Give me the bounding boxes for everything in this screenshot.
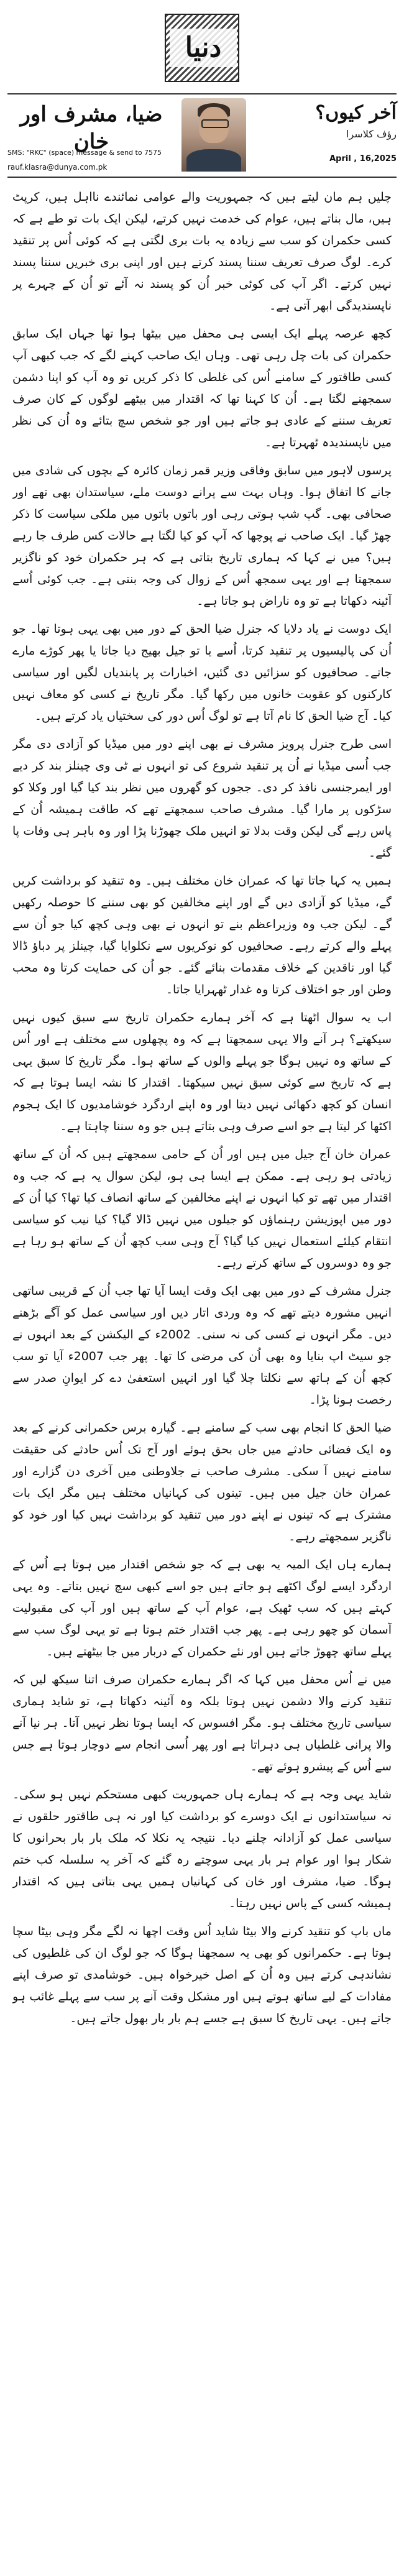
paragraph: میں نے اُس محفل میں کہا کہ اگر ہمارے حکمران صرف اتنا سیکھ لیں کہ تنقید کرنے والا دشمن نہیں ہوتا بلکہ وہ آئینہ دکھاتا ہے، تو شاید ہماری سیاسی تاریخ مختلف ہو۔ مگر افسوس کہ ایسا ہوتا نظر نہیں آتا۔ ہر نیا آنے والا پرانی غلطیاں ہی دہراتا ہے اور پھر اُسی انجام سے دوچار ہوتا ہے جس سے اُس کے پیشرو ہوئے تھے۔ xyxy=(12,1673,392,1773)
author-email: rauf.klasra@dunya.com.pk xyxy=(7,163,108,172)
author-name: رؤف کلاسرا xyxy=(346,128,397,140)
paragraph: اسی طرح جنرل پرویز مشرف نے بھی اپنے دور میں میڈیا کو آزادی دی مگر جب اُسی میڈیا نے اُن پر تنقید شروع کی تو انہوں نے ٹی وی چینلز بند کر دیے اور ایمرجنسی نافذ کر دی۔ ججوں کو گھروں میں نظر بند کیا گیا اور وکلا کو سڑکوں پر مارا گیا۔ مشرف صاحب سمجھتے تھے کہ طاقت ہمیشہ اُن کے پاس رہے گی لیکن وقت بدلا تو انہیں ملک چھوڑنا پڑا اور وہ باہر ہی وفات پا گئے۔ xyxy=(12,737,392,860)
article-body xyxy=(12,186,392,2561)
photo-shirt xyxy=(186,149,241,172)
article-text xyxy=(12,186,392,2030)
paragraph: عمران خان آج جیل میں ہیں اور اُن کے حامی سمجھتے ہیں کہ اُن کے ساتھ زیادتی ہو رہی ہے۔ ممکن ہے ایسا ہی ہو، لیکن سوال یہ ہے کہ جب وہ اقتدار میں تھے تو کیا انہوں نے اپنے مخالفین کے ساتھ انصاف کیا تھا؟ کیا اُن کے دور میں اپوزیشن رہنماؤں کو جیلوں میں نہیں ڈالا گیا؟ کیا نیب کو سیاسی انتقام کیلئے استعمال نہیں کیا گیا؟ آج وہی سب کچھ اُن کے ساتھ ہو رہا ہے جو وہ دوسروں کے ساتھ کرتے رہے۔ xyxy=(12,1148,392,1270)
paragraph: ایک دوست نے یاد دلایا کہ جنرل ضیا الحق کے دور میں بھی یہی ہوتا تھا۔ جو اُن کی پالیسیوں پر تنقید کرتا، اُسے یا تو جیل بھیج دیا جاتا یا پھر کوڑے مارے جاتے۔ صحافیوں کو سزائیں دی گئیں، اخبارات پر پابندیاں لگیں اور سیاسی کارکنوں کو عقوبت خانوں میں رکھا گیا۔ مگر تاریخ نے کسی کو معاف نہیں کیا۔ آج ضیا الحق کا نام آتا ہے تو لوگ اُس دور کی سختیاں یاد کرتے ہیں۔ xyxy=(12,622,392,723)
paragraph: پرسوں لاہور میں سابق وفاقی وزیر قمر زمان کائرہ کے بچوں کی شادی میں جانے کا اتفاق ہوا۔ وہاں بہت سے پرانے دوست ملے، سیاستدان بھی تھے اور صحافی بھی۔ گپ شپ ہوتی رہی اور باتوں باتوں میں ملکی سیاست کا ذکر چھڑ گیا۔ ایک صاحب نے پوچھا کہ آپ کو کیا لگتا ہے حالات کس طرف جا رہے ہیں؟ میں نے کہا کہ ہماری تاریخ بتاتی ہے کہ ہر حکمران خود کو ناگزیر سمجھتا ہے اور یہی سمجھ اُس کے زوال کی وجہ بنتی ہے۔ جب کوئی اُسے آئینہ دکھاتا ہے تو وہ ناراض ہو جاتا ہے۔ xyxy=(12,464,392,608)
newspaper-logo xyxy=(165,14,239,82)
paragraph: کچھ عرصہ پہلے ایک ایسی ہی محفل میں بیٹھا ہوا تھا جہاں ایک سابق حکمران کی بات چل رہی تھی۔ وہاں ایک صاحب کہنے لگے کہ جب کبھی آپ کسی طاقتور کے سامنے اُس کی غلطی کا ذکر کریں تو وہ آپ کو اپنا دشمن سمجھنے لگتا ہے۔ اُن کا کہنا تھا کہ اقتدار میں بیٹھے لوگوں کے کان صرف تعریف سننے کے عادی ہو جاتے ہیں اور جو شخص سچ بتائے وہ اُن کی نظر میں ناپسندیدہ ٹھہرتا ہے۔ xyxy=(12,327,392,449)
publish-date: April , 16,2025 xyxy=(329,154,397,163)
paragraph: شاید یہی وجہ ہے کہ ہمارے ہاں جمہوریت کبھی مستحکم نہیں ہو سکی۔ نہ سیاستدانوں نے ایک دوسرے کو برداشت کیا اور نہ ہی طاقتور حلقوں نے سیاسی عمل کو آزادانہ چلنے دیا۔ نتیجہ یہ نکلا کہ ملک بار بار بحرانوں کا شکار ہوا اور عوام ہر بار یہی سوچتے رہ گئے کہ آخر یہ سلسلہ کب ختم ہوگا۔ ضیا، مشرف اور خان کی کہانیاں ہمیں یہی بتاتی ہیں کہ اقتدار ہمیشہ کسی کے پاس نہیں رہتا۔ xyxy=(12,1788,392,1910)
article-title: ضیا، مشرف اور خان xyxy=(20,102,163,154)
paragraph: ہمارے ہاں ایک المیہ یہ بھی ہے کہ جو شخص اقتدار میں ہوتا ہے اُس کے اردگرد ایسے لوگ اکٹھے ہو جاتے ہیں جو اسے کبھی سچ نہیں بتاتے۔ وہ یہی کہتے ہیں کہ سب ٹھیک ہے، عوام آپ کے ساتھ ہیں اور آپ کی مقبولیت آسمان کو چھو رہی ہے۔ پھر جب اقتدار ختم ہوتا ہے تو یہی لوگ سب سے پہلے ساتھ چھوڑ جاتے ہیں اور نئے حکمران کے دربار میں جا بیٹھتے ہیں۔ xyxy=(12,1558,392,1658)
author-photo xyxy=(181,98,246,172)
paragraph: اب یہ سوال اٹھتا ہے کہ آخر ہمارے حکمران تاریخ سے سبق کیوں نہیں سیکھتے؟ ہر آنے والا یہی سمجھتا ہے کہ وہ پچھلوں سے مختلف ہے اور اُس کے ساتھ وہ نہیں ہوگا جو پہلے والوں کے ساتھ ہوا۔ مگر تاریخ کا سبق یہی ہے کہ تاریخ سے کوئی سبق نہیں سیکھتا۔ اقتدار کا نشہ ایسا ہوتا ہے کہ انسان کو کچھ دکھائی نہیں دیتا اور وہ اپنے اردگرد خوشامدیوں کا ایک ہجوم اکٹھا کر لیتا ہے جو اسے صرف وہی بتاتے ہیں جو وہ سننا چاہتا ہے۔ xyxy=(12,1011,392,1133)
paragraph: ہمیں یہ کہا جاتا تھا کہ عمران خان مختلف ہیں۔ وہ تنقید کو برداشت کریں گے، میڈیا کو آزادی دیں گے اور اپنے مخالفین کو بھی سننے کا حوصلہ رکھیں گے۔ لیکن جب وہ وزیراعظم بنے تو انہوں نے بھی وہی کچھ کیا جو اُن سے پہلے والے کرتے رہے۔ صحافیوں کو نوکریوں سے نکلوایا گیا، چینلز پر دباؤ ڈالا گیا اور ناقدین کے خلاف مقدمات بنائے گئے۔ جو اُن کی حمایت کرتا وہ محب وطن اور جو اختلاف کرتا وہ غدار ٹھہرایا جاتا۔ xyxy=(12,874,392,996)
masthead xyxy=(0,0,404,186)
sms-instructions: SMS: "RKC" (space) message & send to 7575 xyxy=(7,149,162,157)
column-header xyxy=(7,93,397,178)
paragraph: جنرل مشرف کے دور میں بھی ایک وقت ایسا آیا تھا جب اُن کے قریبی ساتھی انہیں مشورہ دیتے تھے کہ وہ وردی اتار دیں اور سیاسی عمل کو آگے بڑھنے دیں۔ مگر انہوں نے کسی کی نہ سنی۔ 2002ء کے الیکشن کے بعد انہوں نے جو سیٹ اپ بنایا وہ بھی اُن کی مرضی کا تھا۔ پھر جب 2007ء آیا تو سب کچھ اُن کے ہاتھ سے نکلتا چلا گیا اور انہیں استعفیٰ دے کر ایوانِ صدر سے رخصت ہونا پڑا۔ xyxy=(12,1284,392,1407)
paragraph: ضیا الحق کا انجام بھی سب کے سامنے ہے۔ گیارہ برس حکمرانی کرنے کے بعد وہ ایک فضائی حادثے میں جاں بحق ہوئے اور آج تک اُس حادثے کی حقیقت سامنے نہیں آ سکی۔ مشرف صاحب نے جلاوطنی میں آخری دن گزارے اور عمران خان جیل میں ہیں۔ تینوں کی کہانیاں مختلف ہیں مگر ایک بات مشترک ہے کہ تینوں نے اپنے دور میں تنقید کو برداشت نہیں کیا اور خود کو ناگزیر سمجھتے رہے۔ xyxy=(12,1421,392,1543)
photo-glasses xyxy=(201,119,229,128)
logo-box xyxy=(165,14,239,82)
paragraph: ماں باپ کو تنقید کرنے والا بیٹا شاید اُس وقت اچھا نہ لگے مگر وہی بیٹا سچا ہوتا ہے۔ حکمرانوں کو بھی یہ سمجھنا ہوگا کہ جو لوگ ان کی غلطیوں کی نشاندہی کرتے ہیں وہ اُن کے اصل خیرخواہ ہیں۔ خوشامدی تو صرف اپنے مفادات کے لیے ساتھ ہوتے ہیں اور مشکل وقت آنے پر سب سے پہلے غائب ہو جاتے ہیں۔ یہی تاریخ کا سبق ہے جسے ہم بار بار بھول جاتے ہیں۔ xyxy=(12,1925,392,2025)
paragraph: چلیں ہم مان لیتے ہیں کہ جمہوریت والے عوامی نمائندے نااہل ہیں، کرپٹ ہیں، مال بناتے ہیں، عوام کی خدمت نہیں کرتے، لیکن ایک بات تو طے ہے کہ کسی حکمران کو سب سے زیادہ یہ بات بری لگتی ہے کہ کوئی اُس پر تنقید کرے۔ لوگ صرف تعریف سننا پسند کرتے ہیں اور اپنی بری خبریں سننا پسند نہیں کرتے۔ اگر آپ کی کوئی خبر اُن کو پسند نہ آئے تو اُن کے چہرے پر ناپسندیدگی ابھر آتی ہے۔ xyxy=(12,190,392,313)
column-name: آخر کیوں؟ xyxy=(315,102,397,124)
logo-text: دنیا xyxy=(170,29,237,67)
